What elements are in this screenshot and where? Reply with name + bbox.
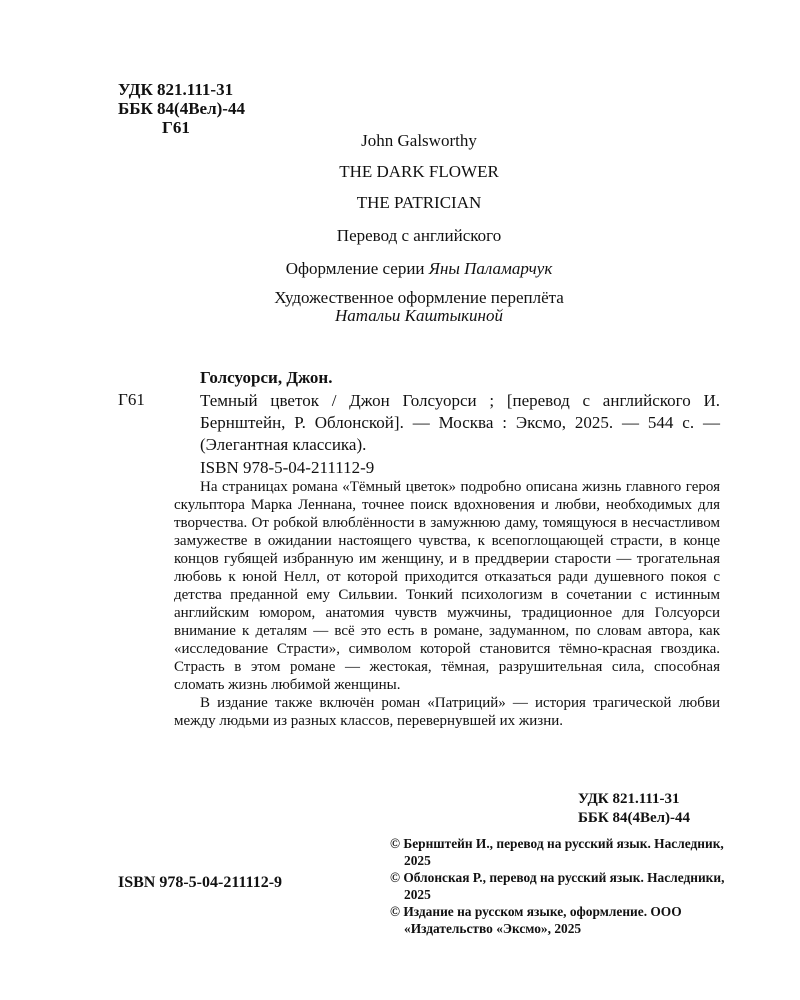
classification-codes <box>118 80 245 137</box>
binding-design-credit <box>118 289 720 325</box>
bibliographic-description: Темный цветок / Джон Голсуорси ; [перевод с английского И. Бернштейн, Р. Облонской]. — Москва : Эксмо, 2025. — 544 с. — (Элегантная классика). <box>200 391 720 454</box>
annotation-paragraph-2: В издание также включён роман «Патриций» — история трагической любви между людьми из разных классов, перевернувшей их жизни. <box>174 695 720 729</box>
annotation <box>174 478 720 730</box>
binding-design-label: Художественное оформление переплёта <box>274 288 564 307</box>
bbk-code: ББК 84(4Вел)-44 <box>118 99 245 118</box>
isbn-middle: ISBN 978-5-04-211112-9 <box>200 458 375 477</box>
bbk-code-bottom: ББК 84(4Вел)-44 <box>578 810 691 826</box>
classification-codes-bottom <box>578 790 690 828</box>
udk-code-bottom: УДК 821.111-31 <box>578 791 680 807</box>
copyright-line: © Облонская Р., перевод на русский язык. Наследники, 2025 <box>390 870 725 902</box>
bibliographic-sign: Г61 <box>118 390 145 409</box>
copyright-notices <box>390 835 726 937</box>
copyright-line: © Бернштейн И., перевод на русский язык. Наследник, 2025 <box>390 836 724 868</box>
series-design-label: Оформление серии <box>285 259 425 278</box>
original-title-2: THE PATRICIAN <box>356 193 482 212</box>
udk-code: УДК 821.111-31 <box>118 80 234 99</box>
translation-note: Перевод с английского <box>336 226 502 245</box>
series-design-credit <box>118 259 720 279</box>
original-author: John Galsworthy <box>361 131 477 150</box>
annotation-paragraph-1: На страницах романа «Тёмный цветок» подробно описана жизнь главного героя скульптора Марка Леннана, точнее поиск вдохновения и любви, необходимых для творчества. От робкой влюблённости в замужнюю даму, томящуюся в несчастливом замужестве в ожидании настоящего чувства, к всепоглощающей страсти, в конце концов губящей избранную им женщину, и в преддверии старости — трогательная любовь к юной Нелл, от которой приходится отказаться ради душевного покоя с детства преданной ему Сильвии. Тонкий психологизм в сочетании с истинным английским юмором, анатомия чувств мужчины, традиционное для Голсуорси внимание к деталям — всё это есть в романе, задуманном, по словам автора, как «исследование Страсти», символом которой становится тёмно-красная гвоздика. Страсть в этом романе — жестокая, тёмная, разрушительная сила, способная сломать жизнь любимой женщины. <box>174 479 720 693</box>
binding-designer: Натальи Каштыкиной <box>335 306 503 325</box>
author-sign: Г61 <box>162 118 190 137</box>
isbn-bottom: ISBN 978-5-04-211112-9 <box>118 874 283 891</box>
bibliographic-author-heading: Голсуорси, Джон. <box>200 368 333 387</box>
series-designer: Яны Паламарчук <box>428 259 553 278</box>
copyright-line: © Издание на русском языке, оформление. ООО «Издательство «Эксмо», 2025 <box>390 904 682 936</box>
original-title-1: THE DARK FLOWER <box>339 162 499 181</box>
